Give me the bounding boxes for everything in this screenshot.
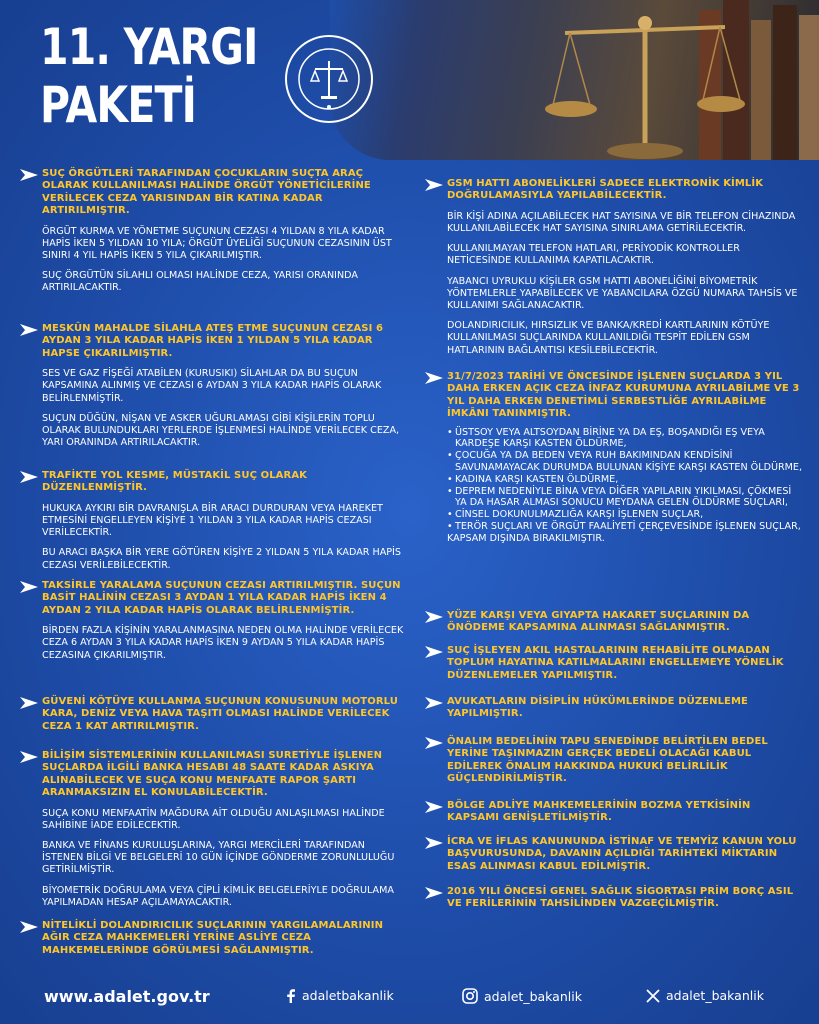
section-paragraph: BU ARACI BAŞKA BİR YERE GÖTÜREN KİŞİYE 2 YILDAN 5 YILA KADAR HAPİS CEZASI VERİLEBİLECEKTİR. [42,547,401,571]
content-columns [18,168,808,973]
section-heading [18,580,406,617]
section-heading-text: MESKÛN MAHALDE SİLAHLA ATEŞ ETME SUÇUNUN CEZASI 6 AYDAN 3 YILA KADAR HAPİS İKEN 1 YILDAN 5 YILA KADAR HAPSE ÇIKARILMIŞTIR. [42,323,384,359]
section-heading-text: SUÇ ÖRGÜTLERİ TARAFINDAN ÇOCUKLARIN SUÇTA ARAÇ OLARAK KULLANILMASI HALİNDE ÖRGÜT YÖNETİCİLERİNE VERİLECEK CEZA YARISINDAN BİR KATINA KADAR ARTIRILMIŞTIR. [42,168,371,217]
facebook-link[interactable] [286,988,394,1003]
arrow-bullet-icon [425,837,443,849]
section-heading [423,736,803,786]
section-heading-text: İCRA VE İFLAS KANUNUNDA İSTİNAF VE TEMYİZ KANUN YOLU BAŞVURUSUNDA, DAVANIN AÇILDIĞI TARİHTEKİ MİKTARIN ESAS ALINMASI KABUL EDİLMİŞTİR. [447,836,797,872]
bullet-item: • TERÖR SUÇLARI VE ÖRGÜT FAALİYETİ ÇERÇEVESİNDE İŞLENEN SUÇLAR, [447,521,803,533]
section-heading [18,920,406,957]
section-paragraph: YABANCI UYRUKLU KİŞİLER GSM HATTI ABONELİĞİNİ BİYOMETRİK YÖNTEMLERLE YAPABİLECEK VE YABANCILARA ÖZGÜ NUMARA TAHSİS VE KULLANIMI SAĞLANACAKTIR. [447,275,798,312]
section-heading [18,750,406,800]
section-paragraph: BANKA VE FİNANS KURULUŞLARINA, YARGI MERCİLERİ TARAFINDAN İSTENEN BİLGİ VE BELGELERİ 10 GÜN İÇİNDE GÖNDERME ZORUNLULUĞU GETİRİLMİŞTİR. [42,840,395,876]
section-paragraph: SES VE GAZ FİŞEĞİ ATABİLEN (KURUSIKI) SİLAHLAR DA BU SUÇUN KAPSAMINA ALINMIŞ VE CEZASI 6 AYDAN 3 YILA KADAR HAPİS OLARAK BELİRLENMİŞTİR. [42,368,382,404]
section-heading [423,886,803,911]
bullet-item: • ÇOCUĞA YA DA BEDEN VEYA RUH BAKIMINDAN KENDİSİNİ SAVUNAMAYACAK DURUMDA BULUNAN KİŞİYE KARŞI KASTEN ÖLDÜRME, [447,450,803,474]
section-heading [18,323,406,360]
section-2 [423,371,803,545]
arrow-bullet-icon [20,324,38,336]
website-link[interactable]: www.adalet.gov.tr [44,987,210,1006]
arrow-bullet-icon [425,372,443,384]
section-heading-text: AVUKATLARIN DİSİPLİN HÜKÜMLERİNDE DÜZENLEME YAPILMIŞTIR. [447,696,748,720]
page-title [40,18,258,134]
arrow-bullet-icon [425,737,443,749]
section-paragraph: HUKUKA AYKIRI BİR DAVRANIŞLA BİR ARACI DURDURAN VEYA HAREKET ETMESİNİ ENGELLEYEN KİŞİYE 1 YILDAN 3 YILA KADAR HAPİS CEZASI VERİLECEKTİR. [42,502,383,539]
bullet-item: • ÜSTSOY VEYA ALTSOYDAN BİRİNE YA DA EŞ, BOŞANDIĞI EŞ VEYA KARDEŞE KARŞI KASTEN ÖLDÜRME, [447,427,803,451]
section-5 [18,696,406,733]
scale-icon [545,5,745,160]
section-heading [18,470,406,495]
section-heading-text: YÜZE KARŞI VEYA GIYAPTA HAKARET SUÇLARININ DA ÖNÖDEME KAPSAMINA ALINMASI SAĞLANMIŞTIR. [447,610,750,634]
bullet-list [423,427,803,545]
section-heading-text: BÖLGE ADLİYE MAHKEMELERİNİN BOZMA YETKİSİNİN KAPSAMI GENİŞLETİLMİŞTİR. [447,800,751,824]
section-heading [423,800,803,825]
title-line-2: PAKETİ [40,76,197,134]
section-1 [423,178,803,357]
section-5 [423,696,803,721]
title-line-1: 11. YARGI [40,18,258,76]
x-handle: adalet_bakanlik [666,988,764,1003]
section-heading [423,696,803,721]
arrow-bullet-icon [20,751,38,763]
arrow-bullet-icon [425,887,443,899]
header [0,0,819,165]
arrow-bullet-icon [20,921,38,933]
section-paragraph: KULLANILMAYAN TELEFON HATLARI, PERİYODİK KONTROLLER NETİCESİNDE KULLANIMA KAPATILACAKTIR. [447,243,740,267]
section-6 [18,750,406,909]
section-3 [423,610,803,635]
facebook-handle: adaletbakanlik [302,988,394,1003]
arrow-bullet-icon [20,581,38,593]
section-1 [18,168,406,295]
justice-scale-photo [330,0,819,160]
section-heading-text: 31/7/2023 TARİHİ VE ÖNCESİNDE İŞLENEN SUÇLARDA 3 YIL DAHA ERKEN AÇIK CEZA İNFAZ KURUMUNA AYRILABİLME VE 3 YIL DAHA ERKEN DENETİMLİ SERBESTLİĞE AYRILABİLME İMKÂNI TANINMIŞTIR. [447,371,800,420]
bullet-item: • DEPREM NEDENİYLE BİNA VEYA DİĞER YAPILARIN YIKILMASI, ÇÖKMESİ YA DA HASAR ALMASI SONUCU MEYDANA GELEN ÖLDÜRME SUÇLARI, [447,486,803,510]
arrow-bullet-icon [20,471,38,483]
section-heading [423,645,803,682]
arrow-bullet-icon [425,646,443,658]
instagram-link[interactable] [462,988,582,1004]
section-2 [18,323,406,449]
arrow-bullet-icon [20,169,38,181]
section-paragraph: BİYOMETRİK DOĞRULAMA VEYA ÇİPLİ KİMLİK BELGELERİYLE DOĞRULAMA YAPILMADAN HESAP AÇILAMAYACAKTIR. [42,884,394,908]
section-paragraph: SUÇUN DÜĞÜN, NİŞAN VE ASKER UĞURLAMASI GİBİ KİŞİLERİN TOPLU OLARAK BULUNDUKLARI YERLERDE İŞLENMESİ HALİNDE VERİLECEK CEZA, YARI ORANINDA ARTIRILACAKTIR. [42,412,400,449]
section-heading [423,836,803,873]
arrow-bullet-icon [425,697,443,709]
x-link[interactable] [646,988,764,1003]
bullet-list-tail: KAPSAM DIŞINDA BIRAKILMIŞTIR. [447,532,605,544]
bullet-item: • CİNSEL DOKUNULMAZLIĞA KARŞI İŞLENEN SUÇLAR, [447,509,803,521]
section-heading [423,371,803,421]
ministry-seal-icon [283,33,375,125]
section-3 [18,470,406,572]
section-paragraph: BİR KİŞİ ADINA AÇILABİLECEK HAT SAYISINA VE BİR TELEFON CİHAZINDA KULLANILABİLECEK HAT SAYISINA SINIRLAMA GETİRİLECEKTİR. [447,210,796,235]
section-8 [423,836,803,873]
bullet-item: • KADINA KARŞI KASTEN ÖLDÜRME, [447,474,803,486]
instagram-handle: adalet_bakanlik [484,988,582,1004]
section-4 [18,580,406,662]
section-7 [18,920,406,957]
section-heading-text: ÖNALIM BEDELİNİN TAPU SENEDİNDE BELİRTİLEN BEDEL YERİNE TAŞINMAZIN GERÇEK BEDELİ OLACAĞI KABUL EDİLEREK ÖNALIM HAKKINDA HUKUKİ BELİRLİLİK GÜÇLENDİRİLMİŞTİR. [447,736,768,785]
section-heading [18,696,406,733]
arrow-bullet-icon [425,611,443,623]
section-heading-text: TRAFİKTE YOL KESME, MÜSTAKİL SUÇ OLARAK DÜZENLENMİŞTİR. [42,470,308,494]
section-7 [423,800,803,825]
arrow-bullet-icon [425,801,443,813]
section-6 [423,736,803,786]
section-paragraph: BİRDEN FAZLA KİŞİNİN YARALANMASINA NEDEN OLMA HALİNDE VERİLECEK CEZA 6 AYDAN 3 YILA KADAR HAPİS İKEN 9 AYDAN 5 YILA KADAR HAPİS CEZASINA ÇIKARILMIŞTIR. [42,625,404,661]
instagram-icon [462,988,478,1004]
footer [0,985,819,1015]
facebook-icon [286,989,296,1003]
section-heading-text: 2016 YILI ÖNCESİ GENEL SAĞLIK SİGORTASI PRİM BORÇ ASIL VE FERİLERİNİN TAHSİLİNDEN VAZGEÇİLMİŞTİR. [447,886,794,910]
section-heading [18,168,406,218]
section-heading-text: GSM HATTI ABONELİKLERİ SADECE ELEKTRONİK KİMLİK DOĞRULAMASIYLA YAPILABİLECEKTİR. [447,178,764,202]
section-heading [423,178,803,203]
x-icon [646,989,660,1003]
section-paragraph: ÖRGÜT KURMA VE YÖNETME SUÇUNUN CEZASI 4 YILDAN 8 YILA KADAR HAPİS İKEN 5 YILDAN 10 YILA; ÖRGÜT ÜYELİĞİ SUÇUNUN CEZASININ ÜST SINIRI 4 YIL HAPİS İKEN 5 YILA ÇIKARILMIŞTIR. [42,225,392,262]
section-paragraph: SUÇ ÖRGÜTÜN SİLAHLI OLMASI HALİNDE CEZA, YARISI ORANINDA ARTIRILACAKTIR. [42,270,358,294]
section-heading-text: NİTELİKLİ DOLANDIRICILIK SUÇLARININ YARGILAMALARININ AĞIR CEZA MAHKEMELERİ YERİNE ASLİYE CEZA MAHKEMELERİNDE GÖRÜLMESİ SAĞLANMIŞTIR. [42,920,384,956]
section-paragraph: DOLANDIRICILIK, HIRSIZLIK VE BANKA/KREDİ KARTLARININ KÖTÜYE KULLANILMASI SUÇLARINDA KULLANILDIĞI TESPİT EDİLEN GSM HATLARININ BAĞLANTISI KESİLEBİLECEKTİR. [447,320,770,356]
section-9 [423,886,803,911]
section-heading-text: TAKSİRLE YARALAMA SUÇUNUN CEZASI ARTIRILMIŞTIR. SUÇUN BASİT HALİNİN CEZASI 3 AYDAN 1 YILA KADAR HAPİS İKEN 4 AYDAN 2 YILA KADAR HAPİS OLARAK BELİRLENMİŞTİR. [42,580,401,616]
section-heading [423,610,803,635]
section-4 [423,645,803,682]
section-heading-text: GÜVENİ KÖTÜYE KULLANMA SUÇUNUN KONUSUNUN MOTORLU KARA, DENİZ VEYA HAVA TAŞITI OLMASI HALİNDE VERİLECEK CEZA 1 KAT ARTIRILMIŞTIR. [42,696,398,732]
section-paragraph: SUÇA KONU MENFAATİN MAĞDURA AİT OLDUĞU ANLAŞILMASI HALİNDE SAHİBİNE İADE EDİLECEKTİR. [42,807,385,831]
arrow-bullet-icon [20,697,38,709]
arrow-bullet-icon [425,179,443,191]
section-heading-text: SUÇ İŞLEYEN AKIL HASTALARININ REHABİLİTE OLMADAN TOPLUM HAYATINA KATILMALARINI ENGELLEMEYE YÖNELİK DÜZENLEMELER YAPILMIŞTIR. [447,645,784,681]
section-heading-text: BİLİŞİM SİSTEMLERİNİN KULLANILMASI SURETİYLE İŞLENEN SUÇLARDA İLGİLİ BANKA HESABI 48 SAATE KADAR ASKIYA ALINABİLECEK VE SUÇA KONU MENFAATE RAPOR ŞARTI ARANMAKSIZIN EL KONULABİLECEKTİR. [42,750,383,799]
